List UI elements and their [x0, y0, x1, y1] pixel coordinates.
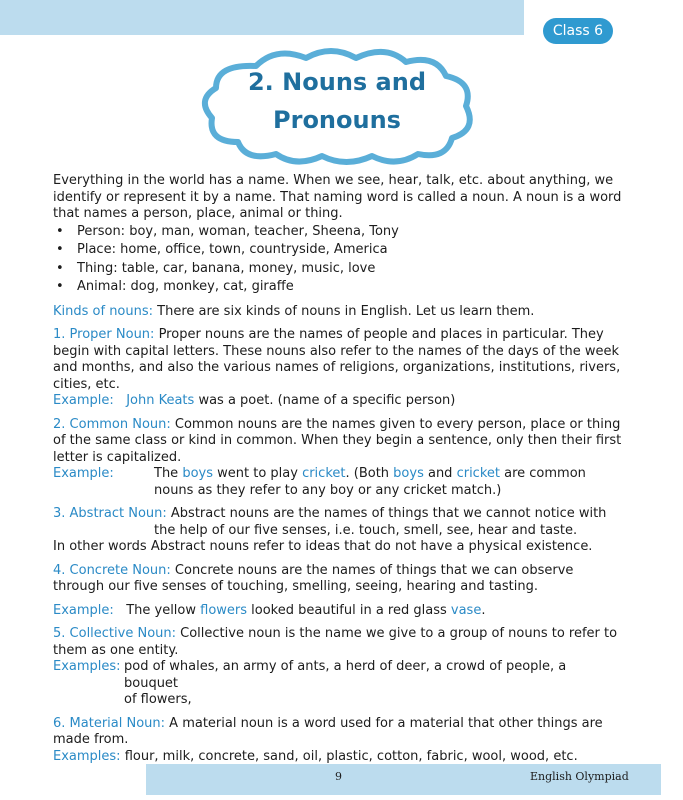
example-highlight: cricket [302, 466, 346, 481]
example-highlight: boys [182, 466, 213, 481]
bullet-icon: • [56, 223, 64, 239]
bullet-icon: • [56, 260, 64, 276]
concrete-noun-definition: 4. Concrete Noun: Concrete nouns are the names of things that we can observe through our five senses of touching, smelling, seeing, hearing and tasting. [53, 562, 574, 594]
abstract-noun-label: 3. Abstract Noun: [53, 506, 167, 521]
example-label: Examples: [53, 659, 121, 674]
proper-noun-definition: 1. Proper Noun: Proper nouns are the names of people and places in particular. They begin with capital letters. These nouns also refer to the names of the days of the week and months, and also the various names of religions, organizations, institutions, rivers, cities, etc. [53, 327, 621, 392]
collective-noun-example-line-2: of flowers, [124, 692, 192, 707]
common-noun-example-line-2: nouns as they refer to any boy or any cricket match.) [154, 482, 502, 498]
header-band [0, 0, 524, 35]
collective-noun-example: Examples: pod of whales, an army of ants, a herd of deer, a crowd of people, a bouquet [53, 659, 567, 691]
kinds-of-nouns: Kinds of nouns: There are six kinds of nouns in English. Let us learn them. [53, 303, 535, 319]
bullet-icon: • [56, 279, 64, 294]
material-noun-example: Examples: flour, milk, concrete, sand, oil, plastic, cotton, fabric, wool, wood, etc. [53, 748, 578, 764]
abstract-noun-line-3: In other words Abstract nouns refer to ideas that do not have a physical existence. [53, 539, 593, 554]
class-badge: Class 6 [543, 18, 613, 44]
chapter-title-cloud [196, 46, 478, 168]
example-highlight: John Keats [126, 393, 195, 408]
collective-noun-definition: 5. Collective Noun: Collective noun is the name we give to a group of nouns to refer to them as one entity. [53, 626, 618, 658]
kinds-label: Kinds of nouns: [53, 303, 154, 319]
example-label: Examples: [53, 748, 121, 764]
book-title: English Olympiad [530, 770, 629, 783]
noun-examples-list [53, 223, 623, 297]
example-highlight: boys [393, 466, 424, 481]
example-label: Example: [53, 602, 114, 618]
list-item: • Place: home, office, town, countryside, America [53, 241, 623, 260]
common-noun-label: 2. Common Noun: [53, 416, 171, 432]
chapter-title-line-1: 2. Nouns and [247, 68, 427, 96]
list-item: • Animal: dog, monkey, cat, giraffe [53, 278, 623, 297]
proper-noun-example: Example: John Keats was a poet. (name of a specific person) [53, 393, 456, 408]
page-number: 9 [335, 770, 342, 783]
list-item: • Person: boy, man, woman, teacher, Sheena, Tony [53, 223, 623, 242]
proper-noun-label: 1. Proper Noun: [53, 327, 155, 342]
page-content [53, 173, 623, 765]
list-item: • Thing: table, car, banana, money, music, love [53, 260, 623, 279]
example-highlight: vase [450, 602, 482, 618]
chapter-title-line-2: Pronouns [273, 106, 401, 134]
bullet-icon: • [56, 242, 64, 257]
example-label: Example: [53, 466, 114, 481]
abstract-noun-definition: 3. Abstract Noun: Abstract nouns are the names of things that we cannot notice with [53, 506, 607, 521]
collective-noun-label: 5. Collective Noun: [53, 626, 177, 641]
example-highlight: cricket [456, 466, 500, 481]
concrete-noun-label: 4. Concrete Noun: [53, 562, 171, 578]
material-noun-label: 6. Material Noun: [53, 715, 166, 731]
common-noun-example: Example: The boys went to play cricket. (Both boys and cricket are common [53, 466, 586, 481]
example-label: Example: [53, 393, 114, 408]
intro-paragraph: Everything in the world has a name. When we see, hear, talk, etc. about anything, we identify or represent it by a name. That naming word is called a noun. A noun is a word that names a person, place, animal or thing. [53, 173, 622, 221]
common-noun-definition: 2. Common Noun: Common nouns are the names given to every person, place or thing of the same class or kind in common. When they begin a sentence, only then their first letter is capitalized. [53, 416, 622, 465]
example-highlight: flowers [200, 602, 248, 618]
abstract-noun-line-2: the help of our five senses, i.e. touch, smell, see, hear and taste. [154, 522, 578, 538]
concrete-noun-example: Example: The yellow flowers looked beautiful in a red glass vase. [53, 602, 486, 618]
material-noun-definition: 6. Material Noun: A material noun is a word used for a material that other things are made from. [53, 715, 603, 747]
